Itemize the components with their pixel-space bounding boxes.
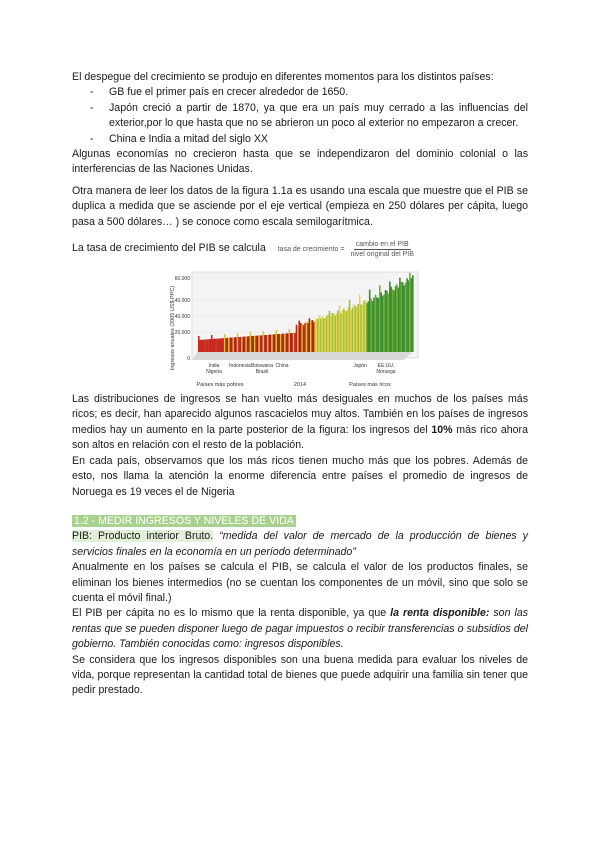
- data-bar: [228, 338, 230, 352]
- data-bar: [409, 273, 411, 352]
- renta-paragraph: [72, 606, 528, 652]
- data-bar: [238, 337, 240, 352]
- data-bar: [345, 311, 347, 352]
- income-chart: [164, 264, 424, 392]
- data-bar: [324, 319, 326, 352]
- data-bar: [369, 290, 371, 353]
- data-bar: [363, 301, 365, 352]
- data-bar: [202, 340, 204, 352]
- data-bar: [337, 311, 339, 352]
- y-tick-label: 60.000: [174, 276, 190, 283]
- data-bar: [393, 291, 395, 352]
- data-bar: [323, 318, 325, 352]
- data-bar: [412, 275, 414, 352]
- data-bar: [395, 286, 397, 352]
- country-sublabel: Nigeria: [206, 369, 222, 376]
- growth-list: [72, 85, 528, 147]
- data-bar: [270, 335, 272, 352]
- data-bar: [263, 331, 265, 352]
- data-bar: [342, 310, 344, 352]
- data-bar: [218, 339, 220, 353]
- data-bar: [220, 338, 222, 352]
- data-bar: [217, 339, 219, 352]
- data-bar: [319, 315, 321, 352]
- data-bar: [286, 333, 288, 352]
- data-bar: [346, 311, 348, 352]
- data-bar: [313, 322, 315, 352]
- data-bar: [271, 335, 273, 353]
- data-bar: [255, 336, 257, 352]
- data-bar: [276, 330, 278, 352]
- data-bar: [332, 313, 334, 352]
- scale-paragraph: Otra manera de leer los datos de la figura 1.1a es usando una escala que muestre que el PIB se duplica a medida que se asciende por el eje vertical (empieza en 250 dólares per cápita, luego pasa a 500 dólares… ) se conoce como escala semilogarítmica.: [72, 184, 528, 228]
- data-bar: [340, 314, 342, 353]
- data-bar: [349, 300, 351, 352]
- data-bar: [386, 291, 388, 352]
- final-paragraph: Se considera que los ingresos disponibles son una buena medida para evaluar los niveles de vida, porque representan la cantidad total de bienes que puede adquirir una familia sin tener que pedir prestado.: [72, 653, 528, 697]
- chart-floor: [192, 352, 412, 360]
- poorest-label: Países más pobres: [196, 382, 244, 389]
- data-bar: [353, 304, 355, 352]
- country-sublabel: Noruega: [376, 369, 396, 376]
- data-bar: [373, 298, 375, 352]
- income-chart-svg: [164, 264, 424, 392]
- data-bar: [347, 307, 349, 352]
- data-bar: [241, 337, 243, 352]
- data-bar: [273, 334, 275, 352]
- data-bar: [267, 335, 269, 352]
- data-bar: [212, 339, 214, 352]
- formula-lhs: tasa de crecimiento =: [277, 245, 345, 253]
- data-bar: [205, 340, 207, 353]
- data-bar: [211, 335, 213, 352]
- data-bar: [378, 298, 380, 352]
- y-tick-label: 0: [187, 356, 190, 363]
- formula-line: [72, 234, 528, 264]
- data-bar: [210, 339, 212, 352]
- data-bar: [258, 336, 260, 353]
- data-bar: [207, 339, 209, 352]
- renta-definition: son las rentas que se pueden disponer luego de pagar impuestos o recibir transferencias o subsidios del gobierno. También conocidas como: ingresos disponibles.: [72, 607, 529, 651]
- data-bar: [260, 335, 262, 352]
- data-bar: [329, 311, 331, 352]
- data-bar: [382, 296, 384, 352]
- data-bar: [300, 323, 302, 352]
- country-sublabel: Brasil: [255, 369, 269, 376]
- country-label: EE.UU.: [377, 363, 395, 370]
- dist-text-c: más rico ahora son altos en relación con el resto de la población.: [72, 423, 528, 452]
- data-bar: [301, 324, 303, 352]
- data-bar: [307, 323, 309, 352]
- intro-paragraph: El despegue del crecimiento se produjo en diferentes momentos para los distintos países:: [72, 71, 494, 83]
- data-bar: [320, 319, 322, 353]
- section-heading: [72, 514, 528, 529]
- data-bar: [225, 338, 227, 352]
- data-bar: [293, 333, 295, 352]
- dist-percent: 10%: [431, 423, 453, 436]
- data-bar: [247, 336, 249, 352]
- data-bar: [261, 335, 263, 352]
- data-bar: [281, 334, 283, 352]
- data-bar: [399, 278, 401, 352]
- data-bar: [379, 285, 381, 352]
- data-bar: [297, 326, 299, 352]
- data-bar: [388, 294, 390, 353]
- data-bar: [222, 338, 224, 352]
- data-bar: [391, 287, 393, 352]
- formula-numerator: cambio en el PIB: [355, 240, 409, 248]
- data-bar: [231, 338, 233, 353]
- renta-term: la renta disponible:: [390, 607, 490, 620]
- data-bar: [199, 340, 201, 352]
- data-bar: [372, 301, 374, 352]
- data-bar: [296, 325, 298, 352]
- data-bar: [339, 306, 341, 352]
- data-bar: [215, 339, 217, 352]
- colonial-paragraph: Algunas economías no crecieron hasta que se independizaron del dominio colonial o las interferencias de las Naciones Unidas.: [72, 148, 528, 176]
- inequality-paragraph: En cada país, observamos que los más ricos tienen mucho más que los pobres. Además de esto, nos llama la atención la enorme diferencia entre países el promedio de ingresos de Noruega es 19 veces el de Nigeria: [72, 454, 528, 498]
- data-bar: [336, 313, 338, 352]
- data-bar: [251, 336, 253, 352]
- data-bar: [306, 321, 308, 352]
- data-bar: [327, 315, 329, 352]
- data-bar: [362, 305, 364, 352]
- data-bar: [257, 336, 259, 352]
- data-bar: [248, 336, 250, 352]
- pib-quote: “medida del valor de mercado de la producción de bienes y servicios finales en la economía en un período determinado”: [72, 530, 528, 558]
- dist-text-a: Las distribuciones de ingresos se han vuelto más desiguales en muchos de los países más ricos; es decir, han aparecido algunos rascacielos muy altos. También en los países de ingresos medios hay un aumento en la parte posterior de la figura: los ingresos del: [72, 393, 528, 436]
- data-bar: [230, 338, 232, 352]
- data-bar: [253, 336, 255, 352]
- data-bar: [333, 313, 335, 352]
- list-item: - China e India a mitad del siglo XX: [90, 132, 528, 147]
- list-item: - GB fue el primer país en crecer alrededor de 1650.: [90, 85, 528, 100]
- data-bar: [312, 320, 314, 352]
- data-bar: [245, 337, 247, 353]
- data-bar: [233, 337, 235, 352]
- data-bar: [299, 321, 301, 352]
- data-bar: [326, 316, 328, 352]
- document-page: [72, 70, 528, 699]
- data-bar: [365, 300, 367, 352]
- data-bar: [334, 315, 336, 352]
- data-bar: [243, 337, 245, 352]
- formula-fraction: [348, 240, 415, 259]
- data-bar: [350, 310, 352, 352]
- y-tick-label: 20.000: [174, 330, 190, 337]
- data-bar: [274, 334, 276, 352]
- data-bar: [314, 321, 316, 352]
- country-label: Japón: [353, 363, 367, 370]
- data-bar: [227, 338, 229, 352]
- data-bar: [268, 335, 270, 352]
- data-bar: [291, 333, 293, 352]
- data-bar: [396, 284, 398, 352]
- data-bar: [224, 334, 226, 352]
- data-bar: [304, 323, 306, 352]
- data-bar: [357, 304, 359, 352]
- growth-formula: [278, 240, 416, 259]
- data-bar: [280, 334, 282, 352]
- data-bar: [398, 288, 400, 353]
- data-bar: [244, 337, 246, 352]
- data-bar: [294, 333, 296, 352]
- data-bar: [309, 318, 311, 352]
- data-bar: [317, 319, 319, 352]
- data-bar: [237, 333, 239, 352]
- data-bar: [330, 316, 332, 352]
- data-bar: [343, 309, 345, 352]
- data-bar: [368, 301, 370, 352]
- country-label: Botswana: [251, 363, 273, 370]
- richest-label: Países más ricos: [349, 382, 391, 389]
- data-bar: [221, 338, 223, 352]
- data-bar: [283, 334, 285, 352]
- formula-denominator: nivel original del PIB: [350, 250, 414, 258]
- data-bar: [235, 337, 237, 352]
- data-bar: [277, 334, 279, 352]
- data-bar: [376, 297, 378, 352]
- data-bar: [355, 306, 357, 352]
- renta-text-a: El PIB per cápita no es lo mismo que la renta disponible, ya que: [72, 607, 391, 620]
- data-bar: [198, 336, 200, 352]
- data-bar: [406, 278, 408, 352]
- data-bar: [214, 339, 216, 352]
- data-bar: [405, 283, 407, 352]
- distribution-paragraph: [72, 392, 528, 454]
- data-bar: [240, 337, 242, 352]
- data-bar: [250, 332, 252, 352]
- data-bar: [234, 337, 236, 352]
- data-bar: [322, 316, 324, 352]
- data-bar: [401, 282, 403, 352]
- data-bar: [366, 303, 368, 352]
- y-tick-label: 40.000: [174, 314, 190, 321]
- data-bar: [392, 289, 394, 352]
- pib-definition: [72, 529, 528, 560]
- data-bar: [402, 282, 404, 352]
- list-item: - Japón creció a partir de 1870, ya que era un país muy cerrado a las influencias del exterior,por lo que hasta que no se abrieron un poco al exterior no empezaron a crecer.: [90, 101, 528, 132]
- data-bar: [359, 295, 361, 353]
- data-bar: [208, 339, 210, 352]
- data-bar: [380, 293, 382, 353]
- data-bar: [289, 329, 291, 352]
- data-bar: [375, 295, 377, 352]
- data-bar: [356, 308, 358, 353]
- country-label: China: [275, 363, 289, 370]
- data-bar: [278, 334, 280, 352]
- data-bar: [201, 340, 203, 352]
- data-bar: [284, 334, 286, 352]
- data-bar: [287, 333, 289, 352]
- data-bar: [204, 340, 206, 352]
- data-bar: [266, 335, 268, 352]
- data-bar: [370, 299, 372, 352]
- country-label: Indonesia: [229, 363, 251, 370]
- data-bar: [385, 290, 387, 352]
- data-bar: [264, 335, 266, 352]
- annual-paragraph: Anualmente en los países se calcula el PIB, se calcula el valor de los productos finales, se eliminan los bienes intermedios (no se cuentan los componentes de un móvil, sino que solo se cuenta el móvil final.): [72, 561, 528, 604]
- data-bar: [389, 282, 391, 353]
- data-bar: [290, 333, 292, 352]
- section-title: 1.2 - MEDIR INGRESOS Y NIVELES DE VIDA: [74, 514, 294, 527]
- year-label: 2014: [293, 382, 307, 389]
- formula-intro: La tasa de crecimiento del PIB se calcula: [72, 242, 266, 255]
- data-bar: [254, 336, 256, 352]
- country-label: India: [208, 363, 220, 370]
- y-tick-label: 40.000: [174, 298, 190, 305]
- data-bar: [352, 308, 354, 352]
- data-bar: [310, 321, 312, 352]
- y-axis-label: Ingresos anuales (2005 US$ PPC): [170, 285, 176, 371]
- data-bar: [316, 318, 318, 352]
- data-bar: [411, 278, 413, 352]
- data-bar: [403, 285, 405, 352]
- data-bar: [303, 325, 305, 352]
- data-bar: [383, 295, 385, 353]
- data-bar: [360, 305, 362, 353]
- pib-label: PIB: Producto interior Bruto.: [72, 530, 214, 543]
- data-bar: [408, 280, 410, 352]
